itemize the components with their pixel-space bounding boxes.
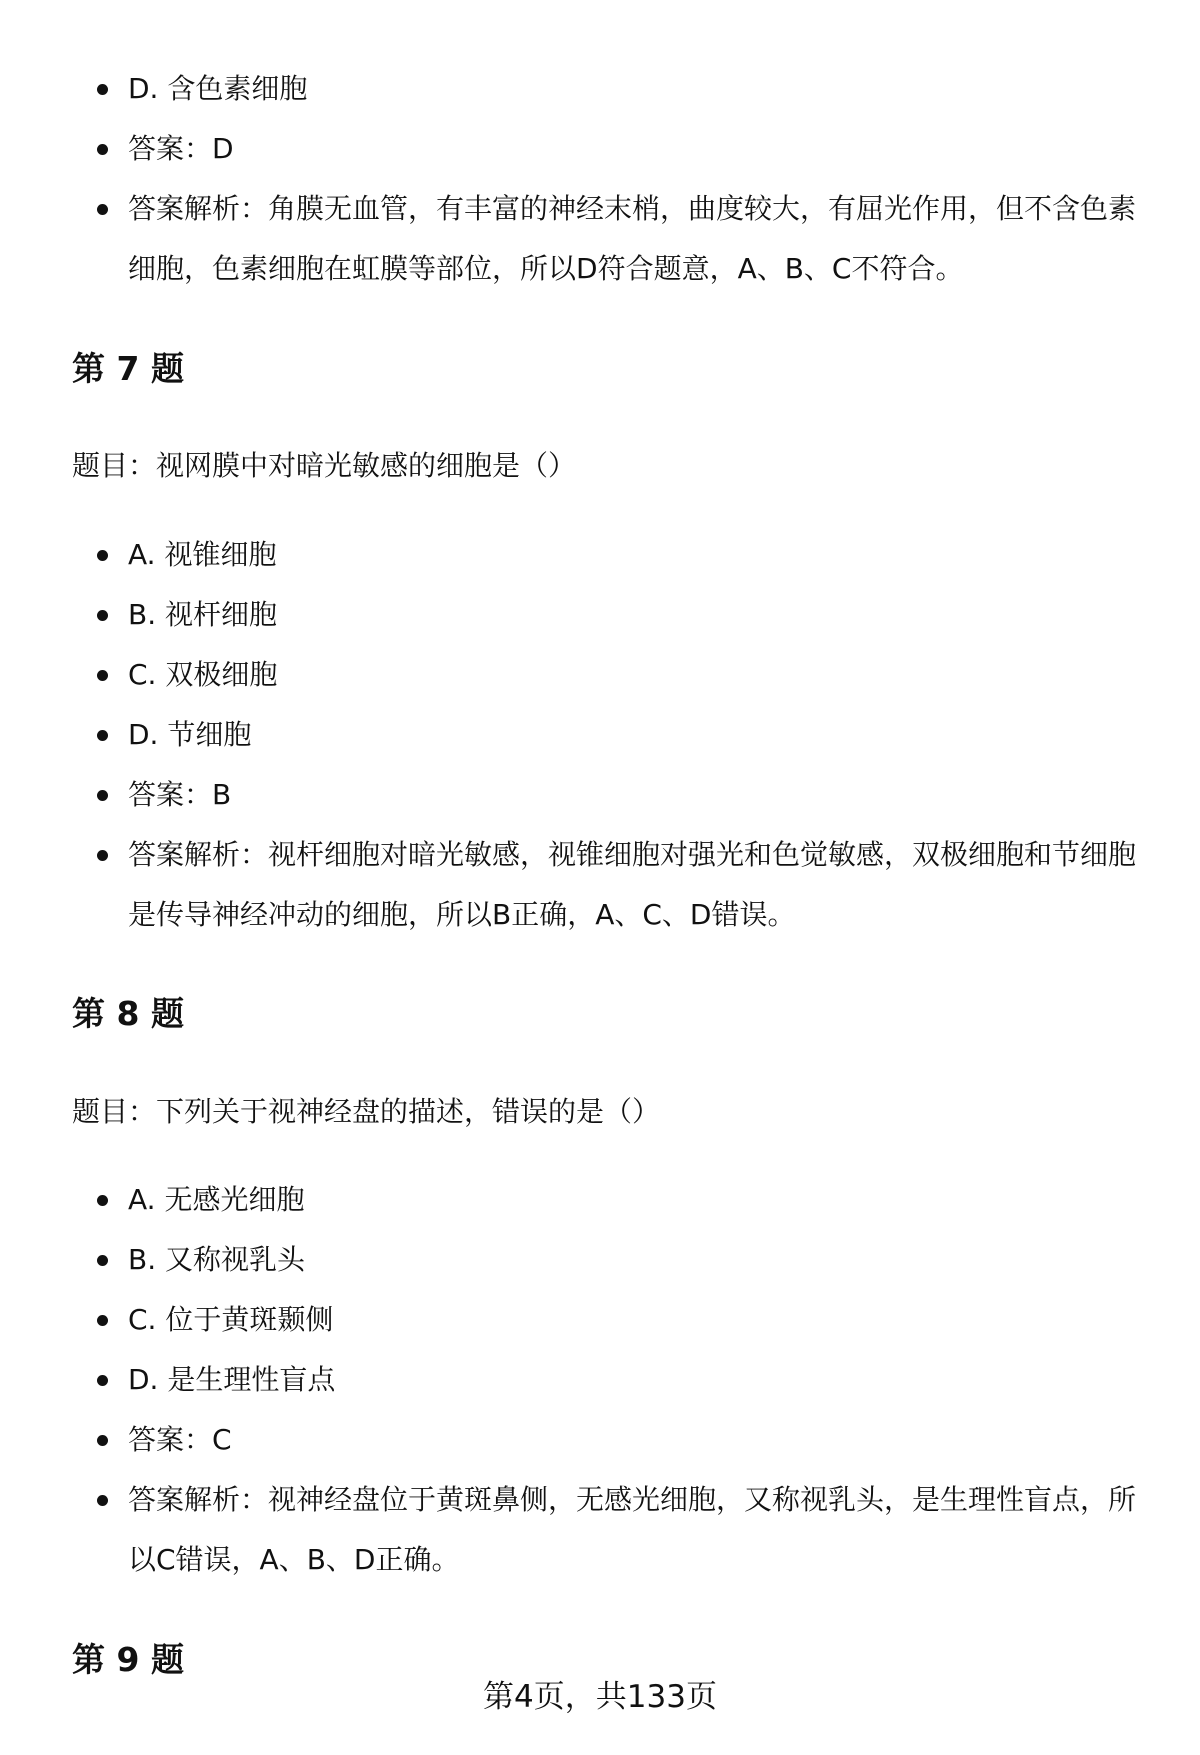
- list-item: [0, 585, 1200, 645]
- option-text: B. 又称视乳头: [128, 1243, 306, 1276]
- list-item: [0, 645, 1200, 705]
- list-item: [0, 705, 1200, 765]
- list-item: [0, 1410, 1200, 1470]
- q8-option-list: [0, 1170, 1200, 1590]
- explanation-text: 答案解析：角膜无血管，有丰富的神经末梢，曲度较大，有屈光作用，但不含色素细胞，色素细胞在虹膜等部位，所以D符合题意，A、B、C不符合。: [128, 192, 1137, 285]
- option-text: C. 双极细胞: [128, 658, 278, 691]
- question-heading: 第 8 题: [72, 994, 184, 1033]
- list-item: [0, 825, 1200, 945]
- option-text: D. 含色素细胞: [128, 72, 308, 105]
- bullet-icon: [97, 1495, 108, 1506]
- question-heading: 第 7 题: [72, 349, 184, 388]
- bullet-icon: [97, 84, 108, 95]
- question-text: 题目：下列关于视神经盘的描述，错误的是（）: [72, 1095, 661, 1128]
- answer-text: 答案：C: [128, 1423, 232, 1456]
- bullet-icon: [97, 1315, 108, 1326]
- list-item: [0, 179, 1200, 299]
- option-text: D. 是生理性盲点: [128, 1363, 336, 1396]
- bullet-icon: [97, 1255, 108, 1266]
- option-text: C. 位于黄斑颞侧: [128, 1303, 334, 1336]
- bullet-icon: [97, 204, 108, 215]
- list-item: [0, 119, 1200, 179]
- bullet-icon: [97, 550, 108, 561]
- explanation-text: 答案解析：视神经盘位于黄斑鼻侧，无感光细胞，又称视乳头，是生理性盲点，所以C错误，A、B、D正确。: [128, 1483, 1137, 1576]
- list-item: [0, 1230, 1200, 1290]
- bullet-icon: [97, 610, 108, 621]
- bullet-icon: [97, 670, 108, 681]
- bullet-icon: [97, 1435, 108, 1446]
- option-text: D. 节细胞: [128, 718, 252, 751]
- bullet-icon: [97, 850, 108, 861]
- list-item: [0, 1170, 1200, 1230]
- option-text: B. 视杆细胞: [128, 598, 278, 631]
- list-item: [0, 1470, 1200, 1590]
- page-number-footer: 第4页，共133页: [483, 1679, 717, 1715]
- bullet-icon: [97, 730, 108, 741]
- list-item: [0, 525, 1200, 585]
- question-text: 题目：视网膜中对暗光敏感的细胞是（）: [72, 449, 577, 482]
- q6-option-list: [0, 59, 1200, 299]
- answer-text: 答案：B: [128, 778, 232, 811]
- bullet-icon: [97, 144, 108, 155]
- option-text: A. 视锥细胞: [128, 538, 277, 571]
- bullet-icon: [97, 1195, 108, 1206]
- bullet-icon: [97, 1375, 108, 1386]
- list-item: [0, 1290, 1200, 1350]
- bullet-icon: [97, 790, 108, 801]
- question-heading: 第 9 题: [72, 1640, 184, 1679]
- list-item: [0, 1350, 1200, 1410]
- list-item: [0, 59, 1200, 119]
- list-item: [0, 765, 1200, 825]
- answer-text: 答案：D: [128, 132, 234, 165]
- explanation-text: 答案解析：视杆细胞对暗光敏感，视锥细胞对强光和色觉敏感，双极细胞和节细胞是传导神经冲动的细胞，所以B正确，A、C、D错误。: [128, 838, 1137, 931]
- q7-option-list: [0, 525, 1200, 945]
- option-text: A. 无感光细胞: [128, 1183, 305, 1216]
